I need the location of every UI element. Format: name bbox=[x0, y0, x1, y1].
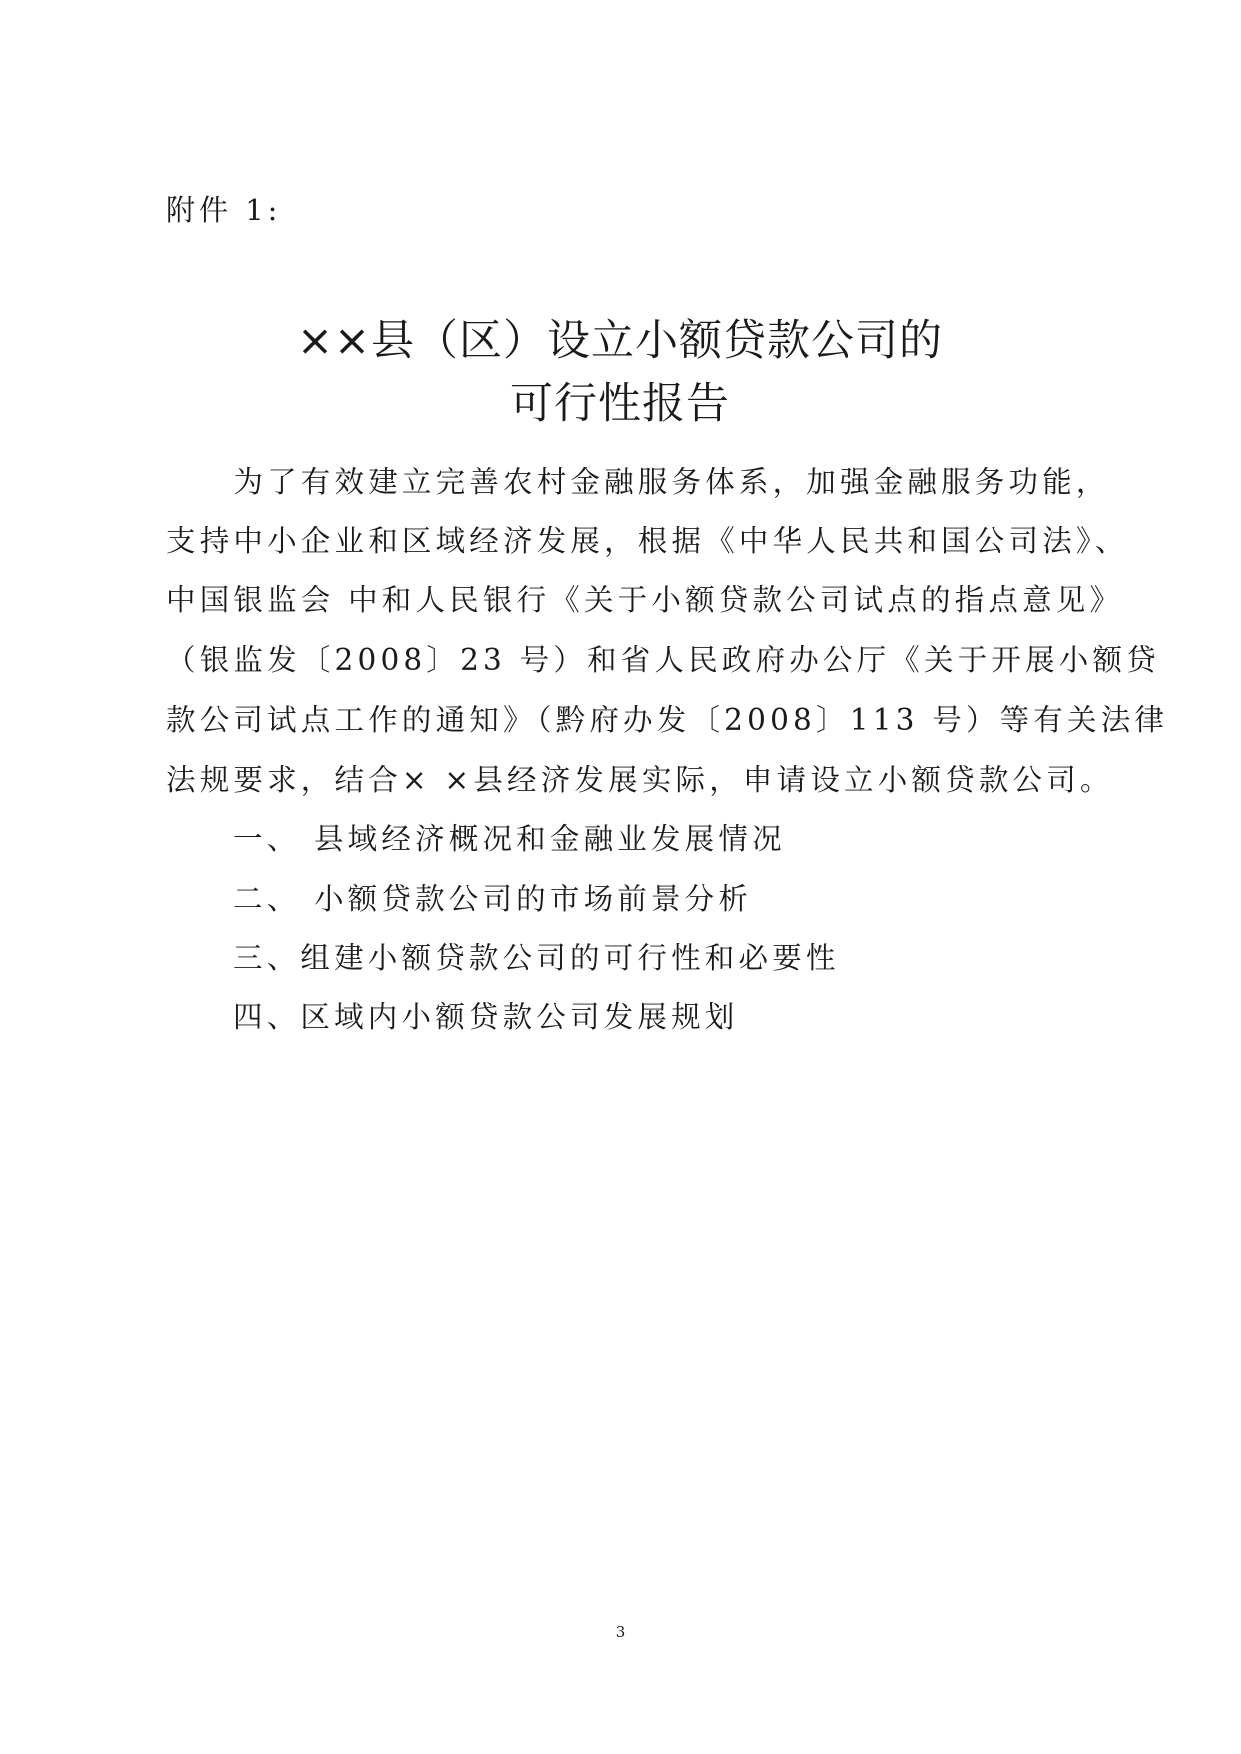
page-number: 3 bbox=[615, 1623, 626, 1641]
outline-item-2: 二、 小额贷款公司的市场前景分析 bbox=[233, 882, 753, 916]
intro-line-5: 款公司试点工作的通知》（黔府办发〔2008〕113 号）等有关法律 bbox=[166, 703, 1169, 737]
intro-line-3: 中国银监会 中和人民银行《关于小额贷款公司试点的指点意见》 bbox=[166, 583, 1124, 617]
outline-item-3: 三、组建小额贷款公司的可行性和必要性 bbox=[233, 941, 840, 975]
intro-line-4: （银监发〔2008〕23 号）和省人民政府办公厅《关于开展小额贷 bbox=[166, 643, 1160, 677]
document-title-line-2: 可行性报告 bbox=[510, 379, 730, 429]
intro-line-2: 支持中小企业和区域经济发展，根据《中华人民共和国公司法》、 bbox=[166, 524, 1129, 558]
intro-line-1: 为了有效建立完善农村金融服务体系，加强金融服务功能， bbox=[166, 465, 1110, 499]
outline-item-4: 四、区域内小额贷款公司发展规划 bbox=[233, 1000, 739, 1034]
attachment-label: 附件 1: bbox=[166, 193, 282, 227]
outline-item-1: 一、 县域经济概况和金融业发展情况 bbox=[233, 822, 786, 856]
document-title-line-1: ××县（区）设立小额贷款公司的 bbox=[296, 316, 944, 366]
intro-line-6: 法规要求，结合× ×县经济发展实际，申请设立小额贷款公司。 bbox=[166, 763, 1114, 797]
